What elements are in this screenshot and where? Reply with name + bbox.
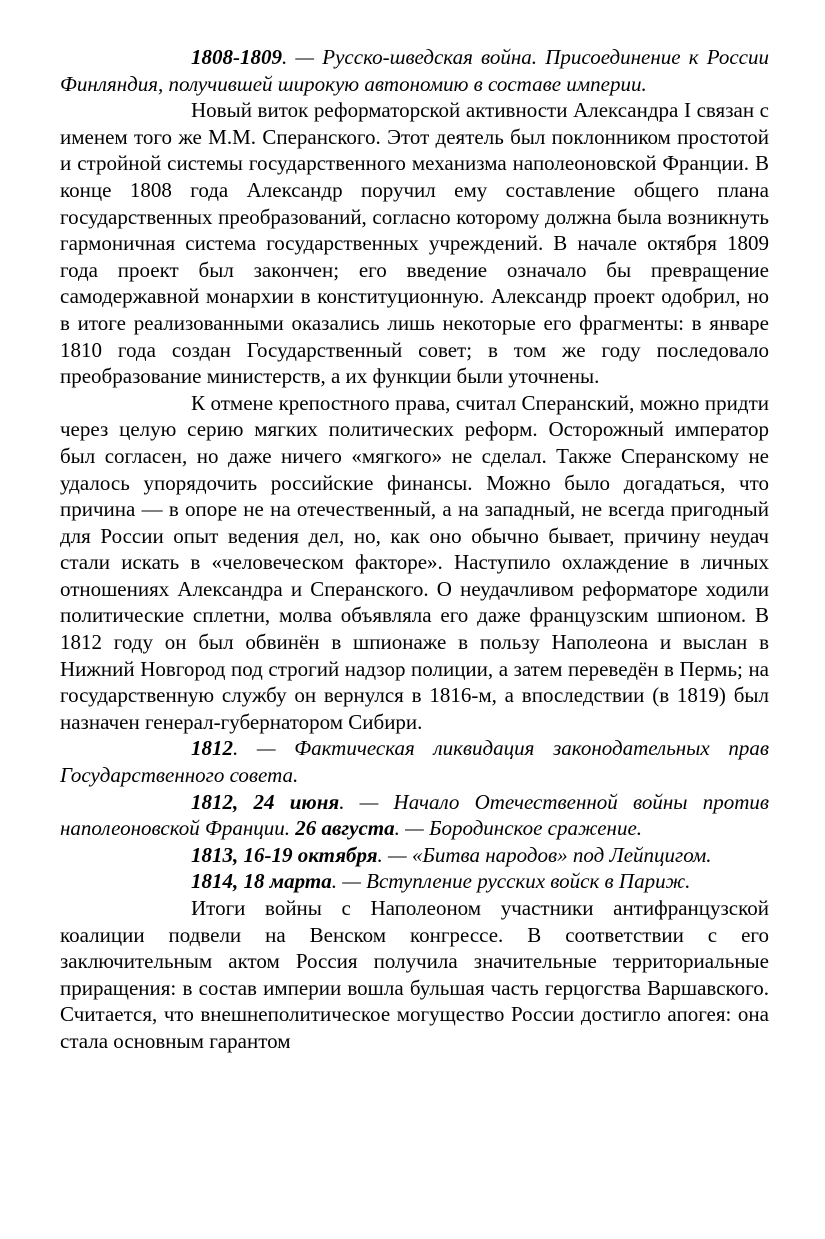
event-text: . — «Битва народов» под Лейпцигом.	[377, 842, 712, 867]
event-1814	[60, 868, 769, 895]
paragraph-serfdom: К отмене крепостного права, считал Сперанский, можно придти через целую серию мягких политических реформ. Осторожный император был согласен, но даже ничего «мягкого» не сделал. Также Сперанскому не удалось упорядочить российские финансы. Можно было догадаться, что причина — в опоре не на отечественный, а на западный, не всегда пригодный для России опыт ведения дел, но, как оно обычно бывает, причину неудач стали искать в «человеческом факторе». Наступило охлаждение в личных отношениях Александра и Сперанского. О неудачливом реформаторе ходили политические сплетни, молва объявляла его даже французским шпионом. В 1812 году он был обвинён в шпионаже в пользу Наполеона и выслан в Нижний Новгород под строгий надзор полиции, а затем переведён в Пермь; на государственную службу он вернулся в 1816-м, а впоследствии (в 1819) был назначен генерал-губернатором Сибири.	[60, 390, 769, 734]
event-date: 1812	[191, 736, 233, 761]
event-text: . — Вступление русских войск в Париж.	[331, 869, 691, 894]
event-1812-june	[60, 789, 769, 842]
event-1812	[60, 735, 769, 788]
event-date: 1812, 24 июня	[191, 789, 340, 814]
paragraph-vienna-congress: Итоги войны с Наполеоном участники антифранцузской коалиции подвели на Венском конгрессе. В соответствии с его заключительным актом Россия получила значительные территориальные приращения: в состав империи вошла бульшая часть герцогства Варшавского. Считается, что внешнеполитическое могущество России достигло апогея: она стала основным гарантом	[60, 896, 769, 1053]
event-date: 1813, 16-19 октября	[191, 842, 378, 867]
event-date: 1808-1809	[191, 45, 282, 69]
paragraph-speransky-reforms: Новый виток реформаторской активности Александра I связан с именем того же М.М. Сперанского. Этот деятель был поклонником простотой и стройной системы государственного механизма наполеоновской Франции. В конце 1808 года Александр поручил ему составление общего плана государственных преобразований, согласно которому должна была возникнуть гармоничная система государственных учреждений. В начале октября 1809 года проект был закончен; его введение означало бы превращение самодержавной монархии в конституционную. Александр проект одобрил, но в итоге реализованными оказались лишь некоторые его фрагменты: в январе 1810 года создан Государственный совет; в том же году последовало преобразование министерств, а их функции были уточнены.	[60, 98, 769, 389]
event-text: . — Начало Отечественной войны против наполеоновской Франции.	[60, 789, 769, 841]
event-text-secondary: . — Бородинское сражение.	[394, 816, 643, 841]
document-page	[60, 44, 769, 1055]
event-1808-1809	[60, 44, 769, 97]
event-text: . — Русско-шведская война. Присоединение к России Финляндия, получившей широкую автономию в составе империи.	[60, 45, 769, 96]
event-date-secondary: 26 августа	[295, 816, 395, 841]
event-text: . — Фактическая ликвидация законодательных прав Государственного совета.	[60, 736, 769, 788]
event-date: 1814, 18 марта	[191, 869, 332, 894]
event-1813	[60, 842, 769, 869]
